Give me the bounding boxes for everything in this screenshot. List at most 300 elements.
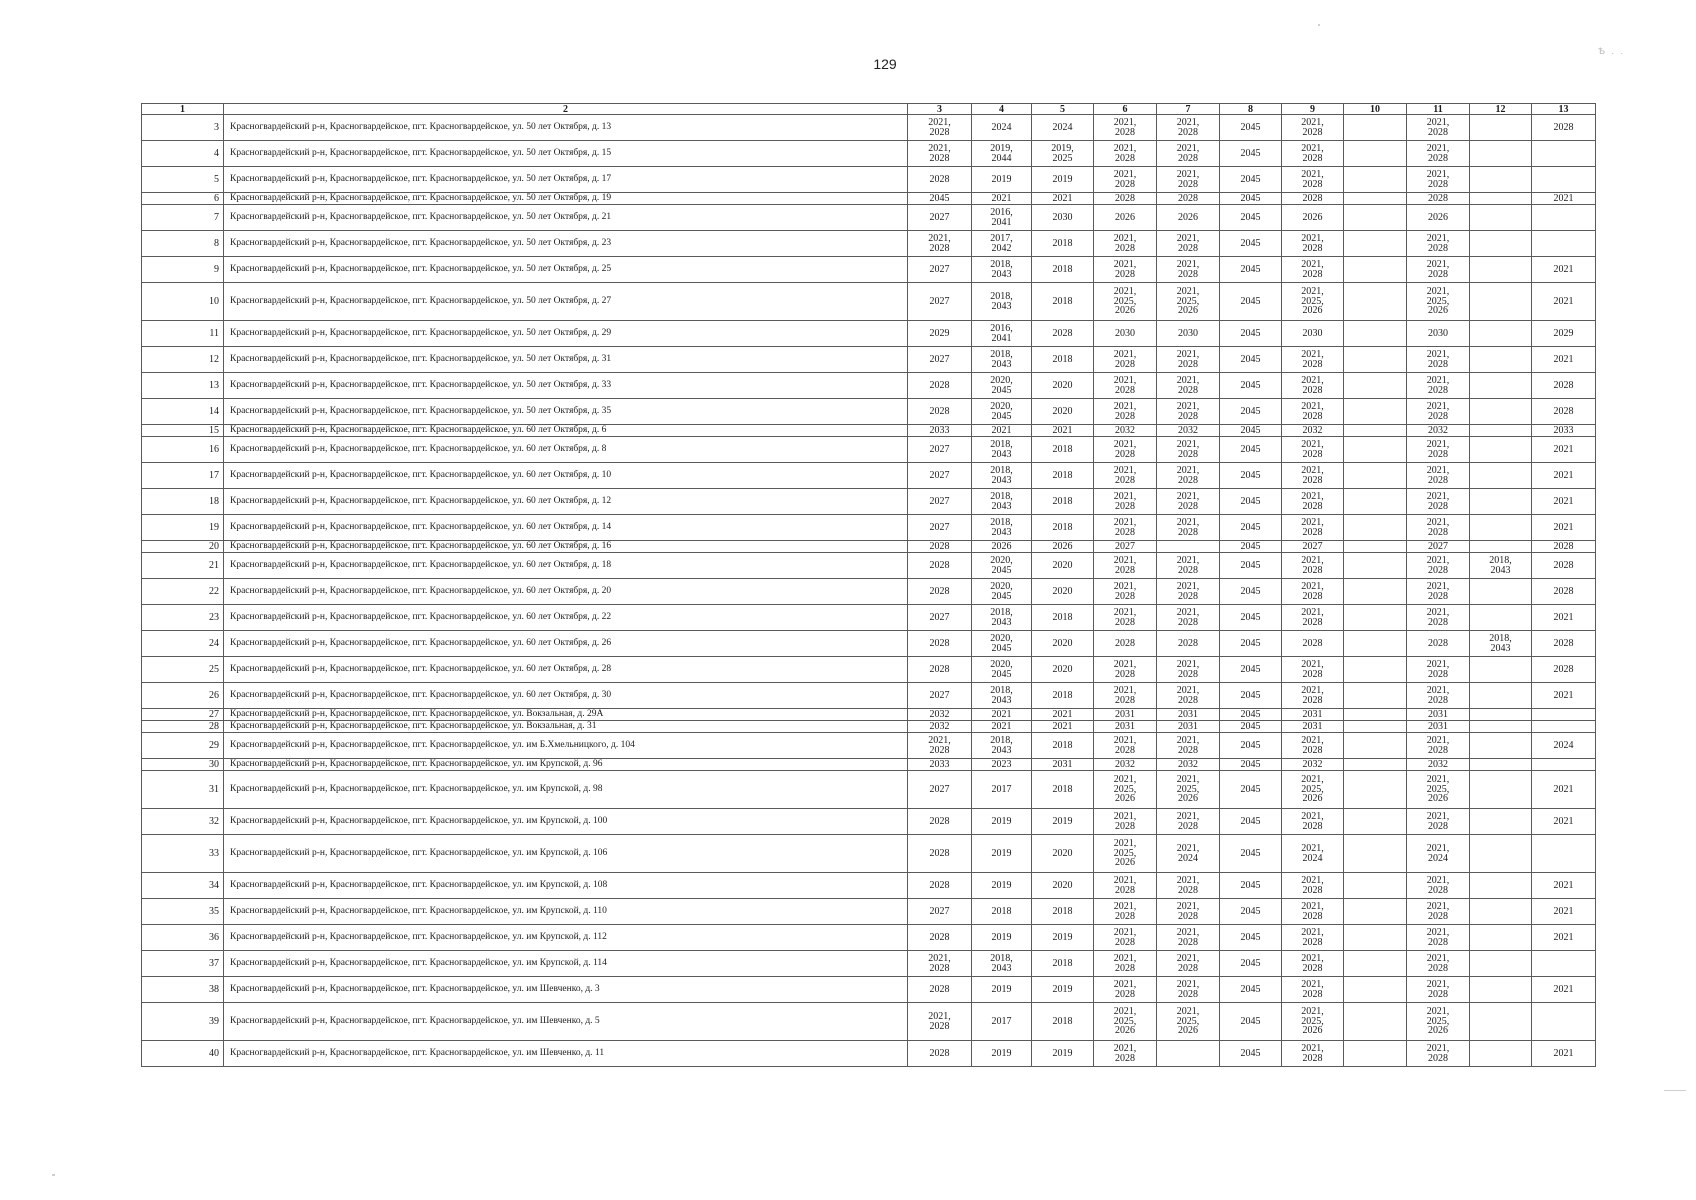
year-cell: 2030 [1032, 205, 1094, 231]
year-cell: 2028 [908, 399, 972, 425]
year-cell: 2021, 2028 [1407, 683, 1470, 709]
year-cell: 2033 [908, 759, 972, 771]
year-cell: 2020 [1032, 835, 1094, 873]
year-cell: 2045 [1220, 733, 1282, 759]
year-cell: 2021, 2028 [1094, 399, 1157, 425]
year-cell: 2028 [1532, 399, 1596, 425]
year-cell: 2028 [908, 553, 972, 579]
year-cell: 2045 [1220, 1041, 1282, 1067]
year-cell: 2045 [1220, 463, 1282, 489]
year-cell [1532, 709, 1596, 721]
year-cell: 2021, 2028 [1157, 399, 1220, 425]
year-cell [1344, 231, 1407, 257]
year-cell: 2032 [1094, 425, 1157, 437]
year-cell: 2021, 2028 [1094, 977, 1157, 1003]
year-cell: 2021 [1532, 809, 1596, 835]
year-cell [1344, 553, 1407, 579]
year-cell: 2021, 2028 [1157, 977, 1220, 1003]
year-cell [1344, 809, 1407, 835]
year-cell: 2018, 2043 [1470, 553, 1532, 579]
row-number: 19 [142, 515, 224, 541]
year-cell: 2027 [908, 437, 972, 463]
year-cell: 2021, 2028 [1157, 115, 1220, 141]
year-cell: 2020, 2045 [972, 553, 1032, 579]
year-cell: 2021 [1032, 425, 1094, 437]
year-cell: 2021, 2028 [1094, 925, 1157, 951]
year-cell: 2027 [1407, 541, 1470, 553]
address-cell: Красногвардейский р-н, Красногвардейское, пгт. Красногвардейское, ул. 60 лет Октября, д. 8 [224, 437, 908, 463]
table-row [142, 759, 1596, 771]
address-cell: Красногвардейский р-н, Красногвардейское, пгт. Красногвардейское, ул. 50 лет Октября, д. 27 [224, 283, 908, 321]
scan-speck [52, 1174, 55, 1176]
table-row [142, 579, 1596, 605]
year-cell [1344, 657, 1407, 683]
year-cell: 2016, 2041 [972, 205, 1032, 231]
row-number: 28 [142, 721, 224, 733]
year-cell: 2021, 2024 [1407, 835, 1470, 873]
year-cell: 2021, 2028 [1157, 231, 1220, 257]
address-cell: Красногвардейский р-н, Красногвардейское, пгт. Красногвардейское, ул. 60 лет Октября, д. 20 [224, 579, 908, 605]
year-cell: 2026 [1282, 205, 1344, 231]
year-cell: 2045 [1220, 437, 1282, 463]
year-cell: 2019 [972, 925, 1032, 951]
row-number: 40 [142, 1041, 224, 1067]
year-cell: 2021, 2028 [908, 231, 972, 257]
year-cell: 2021, 2028 [1094, 231, 1157, 257]
year-cell: 2021, 2028 [1282, 605, 1344, 631]
column-header: 2 [224, 104, 908, 115]
year-cell [1344, 373, 1407, 399]
year-cell: 2021, 2028 [908, 115, 972, 141]
year-cell: 2021, 2025, 2026 [1407, 1003, 1470, 1041]
year-cell [1470, 193, 1532, 205]
year-cell: 2020, 2045 [972, 631, 1032, 657]
address-cell: Красногвардейский р-н, Красногвардейское, пгт. Красногвардейское, ул. им Крупской, д. 110 [224, 899, 908, 925]
table-row [142, 193, 1596, 205]
year-cell: 2031 [1157, 721, 1220, 733]
year-cell: 2018, 2043 [1470, 631, 1532, 657]
year-cell: 2018 [1032, 437, 1094, 463]
column-header: 10 [1344, 104, 1407, 115]
year-cell: 2028 [1532, 553, 1596, 579]
year-cell [1344, 709, 1407, 721]
year-cell [1532, 141, 1596, 167]
year-cell: 2031 [1157, 709, 1220, 721]
year-cell [1470, 605, 1532, 631]
year-cell: 2028 [1157, 631, 1220, 657]
year-cell: 2021, 2024 [1282, 835, 1344, 873]
year-cell: 2032 [1157, 425, 1220, 437]
row-number: 7 [142, 205, 224, 231]
year-cell: 2021, 2025, 2026 [1094, 1003, 1157, 1041]
year-cell: 2027 [908, 605, 972, 631]
row-number: 5 [142, 167, 224, 193]
year-cell: 2018, 2043 [972, 437, 1032, 463]
year-cell [1470, 257, 1532, 283]
year-cell: 2021, 2028 [1282, 257, 1344, 283]
year-cell: 2021, 2028 [1407, 951, 1470, 977]
year-cell: 2030 [1157, 321, 1220, 347]
year-cell: 2021, 2028 [1282, 579, 1344, 605]
table-row [142, 835, 1596, 873]
address-cell: Красногвардейский р-н, Красногвардейское, пгт. Красногвардейское, ул. им Б.Хмельницкого, д. 104 [224, 733, 908, 759]
year-cell: 2020 [1032, 399, 1094, 425]
year-cell [1344, 167, 1407, 193]
year-cell: 2021, 2028 [1282, 733, 1344, 759]
year-cell: 2045 [1220, 873, 1282, 899]
year-cell: 2027 [1094, 541, 1157, 553]
row-number: 27 [142, 709, 224, 721]
row-number: 15 [142, 425, 224, 437]
year-cell [1470, 809, 1532, 835]
row-number: 21 [142, 553, 224, 579]
year-cell: 2045 [1220, 141, 1282, 167]
year-cell: 2032 [1094, 759, 1157, 771]
year-cell: 2045 [1220, 283, 1282, 321]
address-cell: Красногвардейский р-н, Красногвардейское, пгт. Красногвардейское, ул. им Крупской, д. 108 [224, 873, 908, 899]
year-cell: 2045 [1220, 809, 1282, 835]
table-row [142, 733, 1596, 759]
year-cell [1344, 683, 1407, 709]
year-cell: 2045 [1220, 579, 1282, 605]
year-cell: 2018 [1032, 489, 1094, 515]
year-cell: 2024 [972, 115, 1032, 141]
year-cell: 2028 [1532, 579, 1596, 605]
year-cell: 2045 [1220, 709, 1282, 721]
year-cell [1470, 835, 1532, 873]
table-row [142, 489, 1596, 515]
row-number: 20 [142, 541, 224, 553]
year-cell: 2027 [908, 257, 972, 283]
year-cell: 2028 [908, 657, 972, 683]
year-cell: 2028 [908, 373, 972, 399]
table-row [142, 231, 1596, 257]
year-cell [1344, 193, 1407, 205]
year-cell: 2021, 2028 [908, 733, 972, 759]
year-cell: 2021, 2025, 2026 [1094, 771, 1157, 809]
year-cell: 2028 [1282, 193, 1344, 205]
address-cell: Красногвардейский р-н, Красногвардейское, пгт. Красногвардейское, ул. им Крупской, д. 96 [224, 759, 908, 771]
year-cell: 2021, 2028 [1282, 809, 1344, 835]
address-cell: Красногвардейский р-н, Красногвардейское, пгт. Красногвардейское, ул. 50 лет Октября, д. 21 [224, 205, 908, 231]
year-cell: 2021, 2028 [1282, 977, 1344, 1003]
year-cell: 2021, 2028 [1282, 489, 1344, 515]
row-number: 11 [142, 321, 224, 347]
year-cell: 2021, 2028 [1157, 605, 1220, 631]
year-cell: 2033 [908, 425, 972, 437]
row-number: 8 [142, 231, 224, 257]
year-cell [1344, 899, 1407, 925]
year-cell [1532, 835, 1596, 873]
year-cell: 2030 [1282, 321, 1344, 347]
year-cell: 2021, 2025, 2026 [1157, 1003, 1220, 1041]
year-cell: 2026 [1407, 205, 1470, 231]
table-row [142, 399, 1596, 425]
year-cell [1344, 759, 1407, 771]
year-cell: 2021 [1032, 193, 1094, 205]
address-cell: Красногвардейский р-н, Красногвардейское, пгт. Красногвардейское, ул. 60 лет Октября, д. 30 [224, 683, 908, 709]
year-cell [1344, 425, 1407, 437]
year-cell: 2021 [1532, 873, 1596, 899]
year-cell: 2030 [1407, 321, 1470, 347]
year-cell: 2021 [1532, 977, 1596, 1003]
year-cell [1470, 231, 1532, 257]
scan-speck [1318, 24, 1320, 26]
year-cell [1470, 899, 1532, 925]
row-number: 12 [142, 347, 224, 373]
year-cell: 2027 [908, 899, 972, 925]
year-cell: 2032 [1282, 425, 1344, 437]
year-cell: 2021, 2028 [1407, 605, 1470, 631]
year-cell: 2020 [1032, 553, 1094, 579]
year-cell: 2021, 2025, 2026 [1407, 771, 1470, 809]
year-cell: 2045 [1220, 631, 1282, 657]
year-cell: 2021, 2028 [1094, 657, 1157, 683]
year-cell [1470, 437, 1532, 463]
year-cell [1157, 541, 1220, 553]
year-cell: 2021, 2028 [1282, 515, 1344, 541]
year-cell: 2018 [1032, 231, 1094, 257]
year-cell: 2021 [1532, 683, 1596, 709]
year-cell: 2018 [1032, 605, 1094, 631]
year-cell: 2021, 2028 [1157, 463, 1220, 489]
year-cell: 2021, 2028 [1282, 347, 1344, 373]
column-header: 9 [1282, 104, 1344, 115]
year-cell: 2018, 2043 [972, 347, 1032, 373]
year-cell: 2045 [1220, 399, 1282, 425]
year-cell: 2021, 2028 [1282, 553, 1344, 579]
year-cell: 2017 [972, 771, 1032, 809]
year-cell [1532, 1003, 1596, 1041]
year-cell: 2027 [908, 515, 972, 541]
year-cell: 2021, 2028 [1157, 733, 1220, 759]
year-cell: 2021 [972, 193, 1032, 205]
year-cell: 2028 [1407, 193, 1470, 205]
year-cell [1470, 489, 1532, 515]
year-cell: 2018 [1032, 463, 1094, 489]
year-cell [1470, 141, 1532, 167]
year-cell: 2021, 2028 [1094, 951, 1157, 977]
address-cell: Красногвардейский р-н, Красногвардейское, пгт. Красногвардейское, ул. Вокзальная, д. 29А [224, 709, 908, 721]
table-row [142, 771, 1596, 809]
row-number: 4 [142, 141, 224, 167]
year-cell: 2021, 2028 [1094, 809, 1157, 835]
year-cell: 2021, 2028 [1407, 373, 1470, 399]
year-cell: 2019 [972, 167, 1032, 193]
year-cell: 2021, 2028 [1282, 951, 1344, 977]
year-cell [1344, 399, 1407, 425]
page-number: 129 [873, 56, 897, 72]
column-header: 11 [1407, 104, 1470, 115]
year-cell: 2019 [972, 1041, 1032, 1067]
year-cell: 2018, 2043 [972, 605, 1032, 631]
year-cell: 2028 [908, 167, 972, 193]
year-cell: 2024 [1532, 733, 1596, 759]
year-cell: 2021, 2028 [1407, 489, 1470, 515]
year-cell: 2021 [1532, 437, 1596, 463]
year-cell: 2018 [1032, 771, 1094, 809]
year-cell: 2021, 2028 [1407, 399, 1470, 425]
year-cell [1344, 631, 1407, 657]
year-cell: 2027 [908, 489, 972, 515]
year-cell: 2021 [972, 721, 1032, 733]
year-cell: 2029 [1532, 321, 1596, 347]
address-cell: Красногвардейский р-н, Красногвардейское, пгт. Красногвардейское, ул. 50 лет Октября, д. 31 [224, 347, 908, 373]
year-cell: 2018 [972, 899, 1032, 925]
year-cell: 2045 [1220, 721, 1282, 733]
year-cell: 2045 [1220, 771, 1282, 809]
year-cell: 2021 [972, 709, 1032, 721]
year-cell: 2019 [972, 835, 1032, 873]
year-cell: 2021 [1032, 721, 1094, 733]
year-cell: 2021, 2028 [1157, 579, 1220, 605]
year-cell: 2021, 2028 [1094, 553, 1157, 579]
year-cell: 2031 [1094, 709, 1157, 721]
year-cell: 2026 [1157, 205, 1220, 231]
year-cell: 2045 [1220, 205, 1282, 231]
year-cell [1470, 205, 1532, 231]
year-cell: 2045 [1220, 321, 1282, 347]
year-cell: 2021 [1532, 1041, 1596, 1067]
year-cell: 2021, 2028 [1407, 1041, 1470, 1067]
year-cell: 2021, 2028 [1157, 553, 1220, 579]
row-number: 6 [142, 193, 224, 205]
row-number: 38 [142, 977, 224, 1003]
year-cell: 2019 [972, 873, 1032, 899]
year-cell [1344, 1003, 1407, 1041]
address-cell: Красногвардейский р-н, Красногвардейское, пгт. Красногвардейское, ул. им Крупской, д. 100 [224, 809, 908, 835]
year-cell: 2021, 2028 [1094, 463, 1157, 489]
year-cell: 2021, 2028 [1407, 579, 1470, 605]
column-header: 7 [1157, 104, 1220, 115]
year-cell: 2021, 2028 [1157, 951, 1220, 977]
year-cell: 2020, 2045 [972, 399, 1032, 425]
address-cell: Красногвардейский р-н, Красногвардейское, пгт. Красногвардейское, ул. 50 лет Октября, д. 15 [224, 141, 908, 167]
year-cell [1532, 205, 1596, 231]
year-cell: 2031 [1282, 709, 1344, 721]
year-cell: 2020 [1032, 631, 1094, 657]
address-cell: Красногвардейский р-н, Красногвардейское, пгт. Красногвардейское, ул. им Шевченко, д. 3 [224, 977, 908, 1003]
row-number: 30 [142, 759, 224, 771]
address-cell: Красногвардейский р-н, Красногвардейское, пгт. Красногвардейское, ул. 50 лет Октября, д. 35 [224, 399, 908, 425]
year-cell: 2045 [1220, 257, 1282, 283]
year-cell: 2021, 2025, 2026 [1407, 283, 1470, 321]
year-cell: 2021, 2028 [1407, 925, 1470, 951]
year-cell: 2023 [972, 759, 1032, 771]
year-cell: 2032 [1407, 759, 1470, 771]
year-cell: 2045 [1220, 683, 1282, 709]
year-cell [1344, 463, 1407, 489]
table-row [142, 437, 1596, 463]
year-cell: 2045 [1220, 373, 1282, 399]
year-cell: 2021, 2025, 2026 [1157, 771, 1220, 809]
year-cell [1470, 683, 1532, 709]
table-row [142, 515, 1596, 541]
year-cell: 2018 [1032, 347, 1094, 373]
year-cell [1344, 835, 1407, 873]
year-cell: 2018, 2043 [972, 463, 1032, 489]
year-cell: 2045 [1220, 835, 1282, 873]
year-cell [1344, 771, 1407, 809]
row-number: 35 [142, 899, 224, 925]
address-cell: Красногвардейский р-н, Красногвардейское, пгт. Красногвардейское, ул. 50 лет Октября, д. 25 [224, 257, 908, 283]
year-cell: 2021, 2025, 2026 [1094, 283, 1157, 321]
year-cell [1470, 721, 1532, 733]
table-row [142, 205, 1596, 231]
row-number: 23 [142, 605, 224, 631]
year-cell: 2021, 2028 [1282, 141, 1344, 167]
year-cell: 2045 [908, 193, 972, 205]
year-cell: 2021, 2024 [1157, 835, 1220, 873]
year-cell [1344, 951, 1407, 977]
year-cell: 2024 [1032, 115, 1094, 141]
year-cell: 2028 [1094, 193, 1157, 205]
year-cell: 2021 [1532, 771, 1596, 809]
year-cell: 2018 [1032, 733, 1094, 759]
year-cell: 2045 [1220, 605, 1282, 631]
year-cell: 2021, 2028 [1407, 733, 1470, 759]
year-cell: 2021, 2028 [1407, 347, 1470, 373]
address-cell: Красногвардейский р-н, Красногвардейское, пгт. Красногвардейское, ул. 60 лет Октября, д. 10 [224, 463, 908, 489]
year-cell: 2021, 2028 [1407, 553, 1470, 579]
year-cell [1470, 321, 1532, 347]
year-cell [1470, 579, 1532, 605]
year-cell: 2021, 2028 [1157, 373, 1220, 399]
year-cell: 2021, 2028 [1407, 115, 1470, 141]
year-cell [1470, 541, 1532, 553]
table-row [142, 605, 1596, 631]
year-cell: 2021, 2028 [1407, 463, 1470, 489]
column-header: 12 [1470, 104, 1532, 115]
year-cell: 2045 [1220, 347, 1282, 373]
year-cell: 2045 [1220, 541, 1282, 553]
year-cell: 2021, 2028 [1282, 463, 1344, 489]
row-number: 17 [142, 463, 224, 489]
year-cell: 2045 [1220, 759, 1282, 771]
table-row [142, 283, 1596, 321]
year-cell: 2021, 2025, 2026 [1282, 1003, 1344, 1041]
year-cell: 2028 [1157, 193, 1220, 205]
year-cell: 2021 [972, 425, 1032, 437]
row-number: 33 [142, 835, 224, 873]
year-cell: 2045 [1220, 925, 1282, 951]
year-cell: 2021, 2025, 2026 [1282, 771, 1344, 809]
row-number: 31 [142, 771, 224, 809]
table-row [142, 541, 1596, 553]
corner-scan-mark: Ѣ . . [1598, 46, 1626, 56]
address-cell: Красногвардейский р-н, Красногвардейское, пгт. Красногвардейское, ул. 50 лет Октября, д. 13 [224, 115, 908, 141]
year-cell: 2032 [1157, 759, 1220, 771]
year-cell: 2018, 2043 [972, 283, 1032, 321]
year-cell: 2021, 2028 [1157, 167, 1220, 193]
year-cell: 2020 [1032, 373, 1094, 399]
table-header-row [142, 104, 1596, 115]
address-cell: Красногвардейский р-н, Красногвардейское, пгт. Красногвардейское, ул. 60 лет Октября, д. 18 [224, 553, 908, 579]
year-cell: 2019, 2025 [1032, 141, 1094, 167]
year-cell: 2028 [908, 873, 972, 899]
year-cell: 2021, 2028 [1094, 1041, 1157, 1067]
row-number: 18 [142, 489, 224, 515]
year-cell: 2018, 2043 [972, 683, 1032, 709]
year-cell: 2021 [1532, 925, 1596, 951]
year-cell: 2021, 2028 [1407, 141, 1470, 167]
year-cell [1470, 515, 1532, 541]
table-row [142, 683, 1596, 709]
row-number: 26 [142, 683, 224, 709]
year-cell: 2026 [1032, 541, 1094, 553]
row-number: 24 [142, 631, 224, 657]
address-cell: Красногвардейский р-н, Красногвардейское, пгт. Красногвардейское, ул. им Шевченко, д. 5 [224, 1003, 908, 1041]
